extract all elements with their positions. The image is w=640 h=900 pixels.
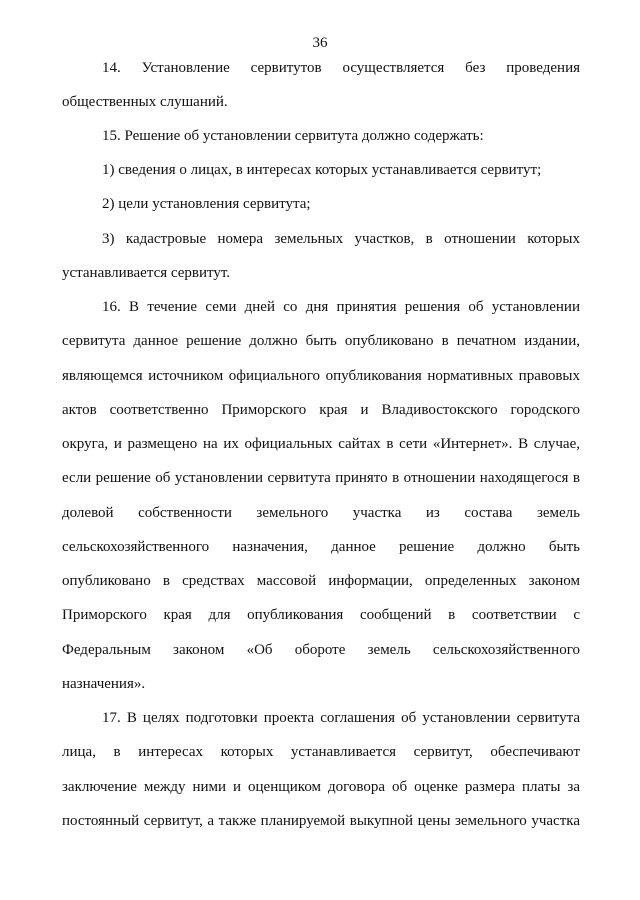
paragraph-16-line-3: являющемся источником официального опубликования нормативных правовых bbox=[62, 368, 580, 384]
paragraph-16-line-10: Приморского края для опубликования сообщений в соответствии с bbox=[62, 607, 580, 623]
paragraph-17-line-1: 17. В целях подготовки проекта соглашения об установлении сервитута bbox=[102, 710, 580, 726]
paragraph-14-line-2: общественных слушаний. bbox=[62, 94, 228, 110]
list-item-3-line-1: 3) кадастровые номера земельных участков, в отношении которых bbox=[102, 231, 580, 247]
paragraph-16-line-6: если решение об установлении сервитута принято в отношении находящегося в bbox=[62, 470, 580, 486]
paragraph-17-line-4: постоянный сервитут, а также планируемой выкупной цены земельного участка bbox=[62, 813, 580, 829]
list-item-1: 1) сведения о лицах, в интересах которых устанавливается сервитут; bbox=[102, 162, 542, 178]
paragraph-16-line-9: опубликовано в средствах массовой информации, определенных законом bbox=[62, 573, 580, 589]
paragraph-16-line-2: сервитута данное решение должно быть опубликовано в печатном издании, bbox=[62, 333, 580, 349]
list-item-2: 2) цели установления сервитута; bbox=[102, 196, 311, 212]
page-number: 36 bbox=[312, 35, 328, 51]
paragraph-16-line-11: Федеральным законом «Об обороте земель сельскохозяйственного bbox=[62, 642, 580, 658]
paragraph-14-line-1: 14. Установление сервитутов осуществляется без проведения bbox=[102, 60, 580, 76]
paragraph-17-line-3: заключение между ними и оценщиком договора об оценке размера платы за bbox=[62, 779, 580, 795]
list-item-3-line-2: устанавливается сервитут. bbox=[62, 265, 231, 281]
paragraph-17-line-2: лица, в интересах которых устанавливается сервитут, обеспечивают bbox=[62, 744, 580, 760]
paragraph-16-line-12: назначения». bbox=[62, 676, 146, 692]
paragraph-16-line-5: округа, и размещено на их официальных сайтах в сети «Интернет». В случае, bbox=[62, 436, 580, 452]
paragraph-16-line-8: сельскохозяйственного назначения, данное решение должно быть bbox=[62, 539, 580, 555]
paragraph-15-line-1: 15. Решение об установлении сервитута должно содержать: bbox=[102, 128, 484, 144]
paragraph-16-line-1: 16. В течение семи дней со дня принятия решения об установлении bbox=[102, 299, 580, 315]
paragraph-16-line-7: долевой собственности земельного участка из состава земель bbox=[62, 505, 580, 521]
paragraph-16-line-4: актов соответственно Приморского края и Владивостокского городского bbox=[62, 402, 580, 418]
